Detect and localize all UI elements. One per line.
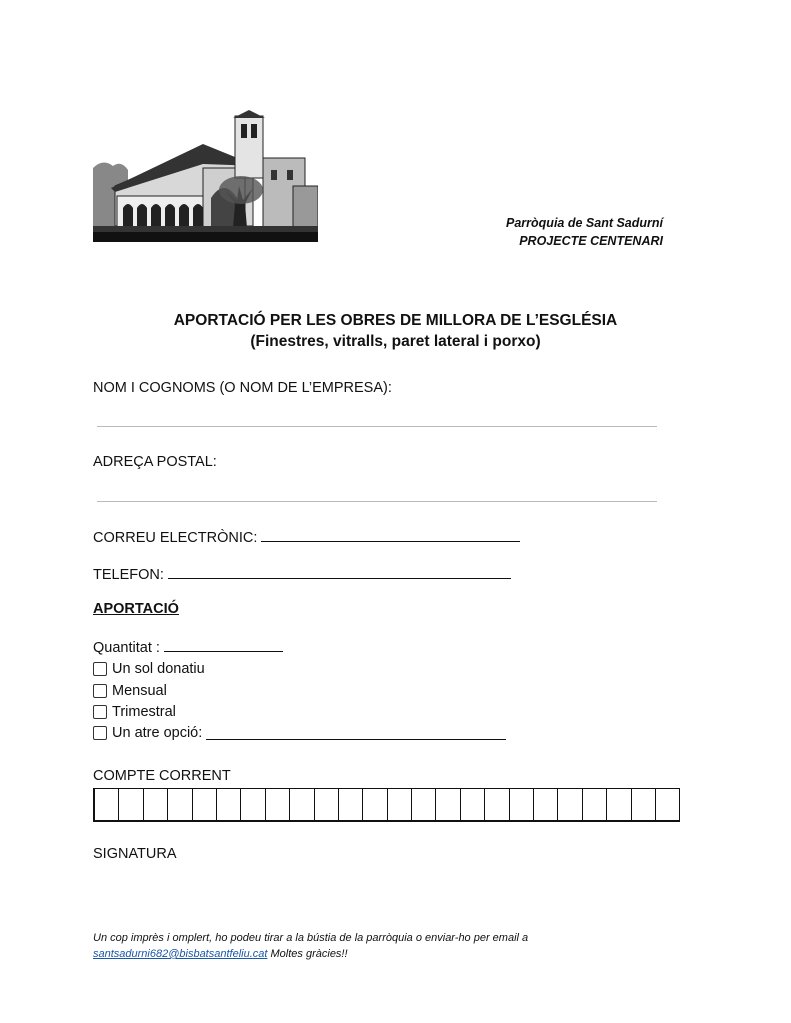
quantity-label: Quantitat : bbox=[93, 640, 160, 656]
checkbox[interactable] bbox=[93, 705, 107, 719]
account-digit-cell[interactable] bbox=[583, 789, 607, 820]
address-label: ADREÇA POSTAL: bbox=[93, 454, 217, 470]
account-digit-cell[interactable] bbox=[193, 789, 217, 820]
account-digit-cell[interactable] bbox=[412, 789, 436, 820]
checkbox[interactable] bbox=[93, 684, 107, 698]
contribution-heading: APORTACIÓ bbox=[93, 601, 179, 617]
account-digit-cell[interactable] bbox=[632, 789, 656, 820]
email-row bbox=[93, 528, 520, 547]
option-label: Mensual bbox=[112, 683, 167, 699]
account-digit-cell[interactable] bbox=[534, 789, 558, 820]
quantity-field-line[interactable] bbox=[164, 638, 283, 652]
account-digit-cell[interactable] bbox=[339, 789, 363, 820]
parish-name: Parròquia de Sant Sadurní bbox=[506, 216, 663, 230]
account-digit-cell[interactable] bbox=[436, 789, 460, 820]
checkbox[interactable] bbox=[93, 726, 107, 740]
account-digit-cell[interactable] bbox=[558, 789, 582, 820]
account-digit-cell[interactable] bbox=[485, 789, 509, 820]
name-label: NOM I COGNOMS (O NOM DE L’EMPRESA): bbox=[93, 380, 392, 396]
other-option-field-line[interactable] bbox=[206, 726, 506, 740]
account-digit-cell[interactable] bbox=[144, 789, 168, 820]
account-digit-cell[interactable] bbox=[266, 789, 290, 820]
church-photo bbox=[93, 108, 318, 242]
phone-field-line[interactable] bbox=[168, 565, 511, 579]
email-label: CORREU ELECTRÒNIC: bbox=[93, 530, 258, 546]
account-digit-cell[interactable] bbox=[510, 789, 534, 820]
title-line-1: APORTACIÓ PER LES OBRES DE MILLORA DE L’ESGLÉSIA bbox=[173, 312, 618, 329]
checkbox[interactable] bbox=[93, 662, 107, 676]
account-digit-cell[interactable] bbox=[315, 789, 339, 820]
account-digit-cell[interactable] bbox=[656, 789, 680, 820]
address-field-line[interactable] bbox=[97, 501, 657, 502]
account-digit-cell[interactable] bbox=[168, 789, 192, 820]
footer-email-link[interactable]: santsadurni682@bisbatsantfeliu.cat bbox=[93, 948, 268, 960]
account-label: COMPTE CORRENT bbox=[93, 768, 231, 784]
option-monthly[interactable] bbox=[93, 682, 167, 700]
option-single-donation[interactable] bbox=[93, 660, 205, 678]
option-label: Un sol donatiu bbox=[112, 661, 205, 677]
form-title bbox=[93, 310, 698, 352]
email-field-line[interactable] bbox=[261, 528, 520, 542]
quantity-row bbox=[93, 638, 283, 657]
phone-label: TELEFON: bbox=[93, 567, 164, 583]
account-digit-cell[interactable] bbox=[95, 789, 119, 820]
option-label: Trimestral bbox=[112, 704, 176, 720]
account-digit-cell[interactable] bbox=[363, 789, 387, 820]
header-block bbox=[420, 214, 663, 250]
title-line-2: (Finestres, vitralls, paret lateral i porxo) bbox=[250, 333, 541, 350]
account-digit-cell[interactable] bbox=[217, 789, 241, 820]
account-digit-cell[interactable] bbox=[290, 789, 314, 820]
project-name: PROJECTE CENTENARI bbox=[519, 234, 663, 248]
option-label: Un atre opció: bbox=[112, 725, 203, 741]
account-digit-cell[interactable] bbox=[241, 789, 265, 820]
phone-row bbox=[93, 565, 511, 584]
signature-label: SIGNATURA bbox=[93, 846, 177, 862]
account-number-grid[interactable] bbox=[93, 788, 680, 822]
name-field-line[interactable] bbox=[97, 426, 657, 427]
footer-text: Un cop imprès i omplert, ho podeu tirar a la bústia de la parròquia o enviar-ho per email a bbox=[93, 932, 529, 944]
option-other[interactable] bbox=[93, 724, 506, 742]
option-quarterly[interactable] bbox=[93, 703, 176, 721]
account-digit-cell[interactable] bbox=[388, 789, 412, 820]
account-digit-cell[interactable] bbox=[461, 789, 485, 820]
account-digit-cell[interactable] bbox=[119, 789, 143, 820]
footer-thanks: Moltes gràcies!! bbox=[270, 948, 348, 960]
account-digit-cell[interactable] bbox=[607, 789, 631, 820]
footer-note bbox=[93, 930, 653, 962]
